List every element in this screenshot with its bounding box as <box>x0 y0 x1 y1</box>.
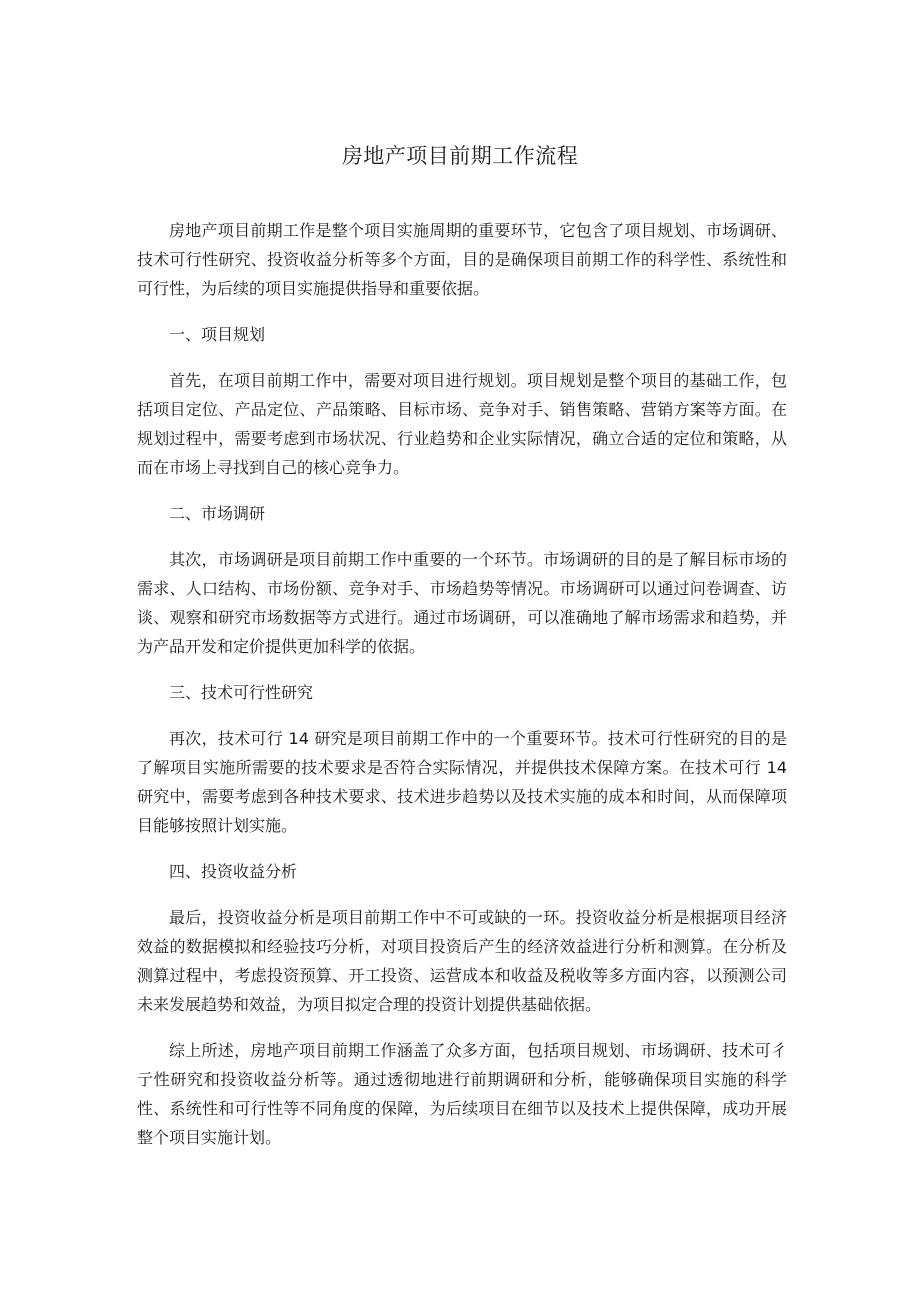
section-body-planning: 首先，在项目前期工作中，需要对项目进行规划。项目规划是整个项目的基础工作，包括项目定位、产品定位、产品策略、目标市场、竞争对手、销售策略、营销方案等方面。在规划过程中，需要考虑到市场状况、行业趋势和企业实际情况，确立合适的定位和策略，从而在市场上寻找到自己的核心竞争力。 <box>137 371 787 477</box>
section-heading-feasibility: 三、技术可行性研究 <box>169 683 314 702</box>
section-heading-market-research: 二、市场调研 <box>169 504 266 523</box>
document-title: 房地产项目前期工作流程 <box>341 144 579 168</box>
section-heading-investment: 四、投资收益分析 <box>169 862 298 881</box>
conclusion-paragraph: 综上所述，房地产项目前期工作涵盖了众多方面，包括项目规划、市场调研、技术可彳亍性研究和投资收益分析等。通过透彻地进行前期调研和分析，能够确保项目实施的科学性、系统性和可行性等不同角度的保障，为后续项目在细节以及技术上提供保障，成功开展整个项目实施计划。 <box>137 1041 787 1147</box>
section-heading-planning: 一、项目规划 <box>169 325 266 344</box>
section-body-investment: 最后，投资收益分析是项目前期工作中不可或缺的一环。投资收益分析是根据项目经济效益的数据模拟和经验技巧分析，对项目投资后产生的经济效益进行分析和测算。在分析及测算过程中，考虑投资预算、开工投资、运营成本和收益及税收等多方面内容，以预测公司未来发展趋势和效益，为项目拟定合理的投资计划提供基础依据。 <box>137 908 787 1014</box>
intro-paragraph: 房地产项目前期工作是整个项目实施周期的重要环节，它包含了项目规划、市场调研、技术可行性研究、投资收益分析等多个方面，目的是确保项目前期工作的科学性、系统性和可行性，为后续的项目实施提供指导和重要依据。 <box>137 221 787 298</box>
section-body-feasibility: 再次，技术可行 14 研究是项目前期工作中的一个重要环节。技术可行性研究的目的是了解项目实施所需要的技术要求是否符合实际情况，并提供技术保障方案。在技术可行 14 研究中，需要考虑到各种技术要求、技术进步趋势以及技术实施的成本和时间，从而保障项目能够按照计划实施。 <box>137 729 787 835</box>
section-body-market-research: 其次，市场调研是项目前期工作中重要的一个环节。市场调研的目的是了解目标市场的需求、人口结构、市场份额、竞争对手、市场趋势等情况。市场调研可以通过问卷调查、访谈、观察和研究市场数据等方式进行。通过市场调研，可以准确地了解市场需求和趋势，并为产品开发和定价提供更加科学的依据。 <box>137 550 787 656</box>
document-body <box>137 216 787 1169</box>
